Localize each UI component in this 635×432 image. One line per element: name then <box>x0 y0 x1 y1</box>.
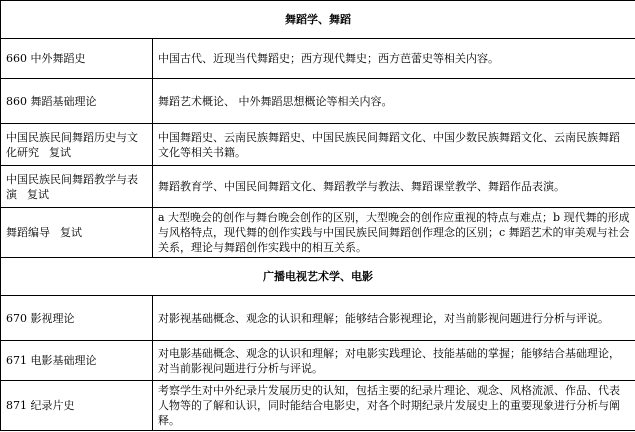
course-content: 中国舞蹈史、云南民族舞蹈史、中国民族民间舞蹈文化、中国少数民族舞蹈文化、云南民族舞蹈文化等相关书籍。 <box>153 124 635 166</box>
course-suffix: 复试 <box>49 145 71 159</box>
table-row <box>1 166 635 208</box>
table-row <box>1 208 635 258</box>
course-content: 中国古代、近现当代舞蹈史；西方现代舞史；西方芭蕾史等相关内容。 <box>153 39 635 79</box>
course-name: 中国民族民间舞蹈历史与文化研究 <box>6 130 138 159</box>
table-row <box>1 381 635 431</box>
course-suffix: 复试 <box>60 226 82 239</box>
course-name: 中国民族民间舞蹈教学与表演 <box>6 172 138 201</box>
course-name: 671 电影基础理论 <box>1 341 153 381</box>
table-row <box>1 79 635 124</box>
course-name: 舞蹈编导 <box>6 226 50 239</box>
table-row <box>1 296 635 341</box>
section-header-dance <box>1 1 635 39</box>
table-row <box>1 341 635 381</box>
course-content: 对影视基础概念、观念的认识和理解；能够结合影视理论，对当前影视问题进行分析与评说。 <box>153 296 635 341</box>
section-header-film <box>1 258 635 296</box>
section-title: 舞蹈学、舞蹈 <box>1 1 635 39</box>
course-content: a 大型晚会的创作与舞台晚会创作的区别，大型晚会的创作应重视的特点与难点；b 现代舞的形成与风格特点，现代舞的创作实践与中国民族民间舞蹈创作理念的区别；c 舞蹈艺术的审美观与社会关系，理论与舞蹈创作实践中的相互关系。 <box>153 208 635 258</box>
table-row <box>1 39 635 79</box>
course-name: 660 中外舞蹈史 <box>1 39 153 79</box>
course-name-cell <box>1 166 153 208</box>
course-content: 舞蹈艺术概论、 中外舞蹈思想概论等相关内容。 <box>153 79 635 124</box>
course-name-cell <box>1 208 153 258</box>
course-content: 对电影基础概念、观念的认识和理解；对电影实践理论、技能基础的掌握；能够结合基础理论，对当前影视问题进行分析与评说。 <box>153 341 635 381</box>
course-name: 670 影视理论 <box>1 296 153 341</box>
course-content: 舞蹈教育学、中国民间舞蹈文化、舞蹈教学与教法、舞蹈课堂教学、舞蹈作品表演。 <box>153 166 635 208</box>
course-name: 860 舞蹈基础理论 <box>1 79 153 124</box>
course-name: 871 纪录片史 <box>1 381 153 431</box>
section-title: 广播电视艺术学、电影 <box>1 258 635 296</box>
course-name-cell <box>1 124 153 166</box>
table-row <box>1 124 635 166</box>
course-content: 考察学生对中外纪录片发展历史的认知，包括主要的纪录片理论、观念、风格流派、作品、代表人物等的了解和认识，同时能结合电影史，对各个时期纪录片发展史上的重要现象进行分析与阐释。 <box>153 381 635 431</box>
course-suffix: 复试 <box>27 187 49 201</box>
